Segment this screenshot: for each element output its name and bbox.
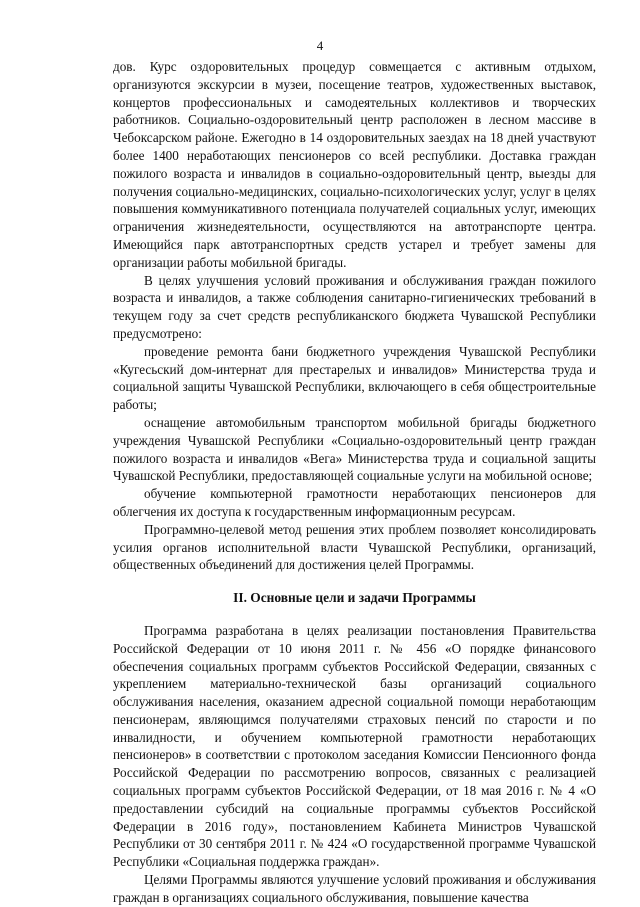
paragraph-mobile-brigade: оснащение автомобильным транспортом мобильной бригады бюджетного учреждения Чувашской Республики «Социально-оздоровительный центр граждан пожилого возраста и инвалидов «Вега» Министерства труда и социальной защиты Чувашской Республики, предоставляющей социальные услуги на мобильной основе;: [113, 414, 596, 484]
paragraph-program-goals: Целями Программы являются улучшение условий проживания и обслуживания граждан в организациях социального обслуживания, повышение качества: [113, 872, 596, 905]
page-number: 4: [316, 38, 324, 53]
paragraph-computer-literacy: обучение компьютерной грамотности неработающих пенсионеров для облегчения их доступа к государственным информационным ресурсам.: [113, 486, 596, 519]
paragraph-program-method: Программно-целевой метод решения этих проблем позволяет консолидировать усилия органов исполнительной власти Чувашской Республики, организаций, общественных объединений для достижения целей Программы.: [113, 521, 596, 573]
paragraph-bath-repair: проведение ремонта бани бюджетного учреждения Чувашской Республики «Кугесьский дом-интернат для престарелых и инвалидов» Министерства труда и социальной защиты Чувашской Республики, включающего в себя общестроительные работы;: [113, 343, 596, 413]
paragraph-health-center: дов. Курс оздоровительных процедур совмещается с активным отдыхом, организуются экскурсии в музеи, посещение театров, художественных выставок, концертов профессиональных и самодеятельных коллективов и творческих работников. Социально-оздоровительный центр расположен в лесном массиве в Чебоксарском районе. Ежегодно в 14 оздоровительных заездах на 18 дней участвуют более 1400 неработающих пенсионеров со всей республики. Доставка граждан пожилого возраста и инвалидов в социально-оздоровительный центр, выезды для получения социально-медицинских, социально-психологических услуг, услуг в целях повышения коммуникативного потенциала получателей социальных услуг, имеющих ограничения жизнедеятельности, осуществляются на автотранспорте центра. Имеющийся парк автотранспортных средств устарел и требует замены для организации работы мобильной бригады.: [113, 59, 596, 270]
section-heading: II. Основные цели и задачи Программы: [233, 590, 476, 606]
document-body: [113, 58, 596, 907]
paragraph-program-basis: Программа разработана в целях реализации постановления Правительства Российской Федерации от 10 июня 2011 г. № 456 «О порядке финансового обеспечения социальных программ субъектов Российской Федерации, связанных с укреплением материально-технической базы организаций социального обслуживания населения, оказанием адресной социальной помощи неработающим пенсионерам, являющимся получателями страховых пенсий по старости и по инвалидности, и обучением компьютерной грамотности неработающих пенсионеров» в соответствии с протоколом заседания Комиссии Пенсионного фонда Российской Федерации по рассмотрению вопросов, связанных с реализацией социальных программ субъектов Российской Федерации, от 18 мая 2016 г. № 4 «О предоставлении субсидий на социальные программы субъектов Российской Федерации в 2016 году», постановлением Кабинета Министров Чувашской Республики от 30 сентября 2011 г. № 424 «О государственной программе Чувашской Республики «Социальная поддержка граждан».: [113, 622, 596, 870]
paragraph-improvement-intro: В целях улучшения условий проживания и обслуживания граждан пожилого возраста и инвалидов, а также соблюдения санитарно-гигиенических требований в текущем году за счет средств республиканского бюджета Чувашской Республики предусмотрено:: [113, 272, 596, 341]
